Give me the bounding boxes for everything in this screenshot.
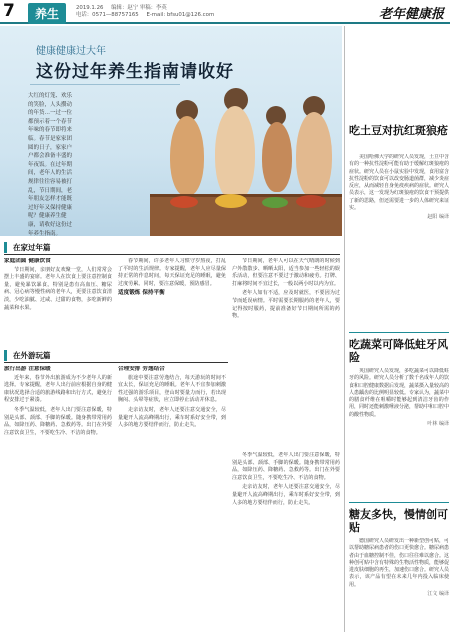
intro-paragraph: 大红的灯笼、欢乐的笑脸，人头攒动的年货…一过一位都预示着一个春节年味的春节即将来临。春节是家家团圆的日子，家家户户都会准备丰盛的年夜饭。在过年期间，老年人的生活规律往往容易被打乱，节日期间，老年朋友怎样才能既过好年又保持健康呢？健康养生健康，请收好这份过年养生指南。 <box>28 93 73 236</box>
subheading: 家庭团圆 健康饮食 <box>4 258 51 264</box>
article-column <box>4 258 112 344</box>
kicker: 健康健康过大年 <box>36 46 106 57</box>
section-title-home: 在家过年篇 <box>4 242 51 253</box>
header-meta <box>76 5 306 19</box>
article-column <box>4 366 112 628</box>
hero-banner <box>0 26 342 236</box>
paragraph: 走亲访友时，老年人还要注意交通安全，尽量避开人流高峰期出行，乘车时系好安全带，到人多的地方要结伴而行，防止走失。 <box>232 484 340 506</box>
paragraph: 冬季气温较低，老年人出门要注意保暖，特别是头部、颈部、手脚的保暖。随身携带常用药品，如降压药、降糖药、急救药等。出门在外要注意饮食卫生，不要吃生冷、不洁的食物。 <box>4 406 112 436</box>
article-column <box>232 258 340 448</box>
sidebar-headline: 吃土豆对抗红斑狼疮 <box>349 124 448 137</box>
section-label: 养生 <box>28 3 66 24</box>
article-column <box>118 258 226 344</box>
dish <box>296 195 326 208</box>
dish <box>215 194 247 208</box>
paragraph: 德国研究人员研发出一种新型创可贴，可以帮助糖尿病患者的伤口更快愈合。糖尿病患者由于血糖控制不佳，伤口往往难以愈合。这种创可贴中含有特殊的生物活性物质，能够促进皮肤细胞的再生，加速伤口愈合。研究人员表示，该产品有望在未来几年内投入临床使用。 <box>349 538 449 588</box>
person-figure <box>262 122 292 192</box>
person-figure <box>215 106 255 201</box>
issue-date: 2019.1.26 <box>76 5 104 11</box>
byline: 赵阳 编译 <box>427 214 449 221</box>
paragraph: 美国哈佛大学的研究人员发现，土豆中含有的一种抗性淀粉可能有助于缓解红斑狼疮的症状。研究人员在小鼠实验中发现，食用富含抗性淀粉的饮食可以改变肠道菌群，减少炎症反应，从而减轻自身免疫疾病的症状。研究人员表示，这一发现为红斑狼疮的饮食干预提供了新的思路，但还需要进一步的人体研究来证实。 <box>349 154 449 212</box>
person-figure <box>296 112 332 198</box>
paragraph: 冬季气温较低，老年人出门要注意保暖，特别是头部、颈部、手脚的保暖。随身携带常用药品，如降压药、降糖药、急救药等。出门在外要注意饮食卫生，不要吃生冷、不洁的食物。 <box>232 452 340 481</box>
divider <box>349 502 449 503</box>
paragraph: 英国研究人员发现，多吃蔬菜可以降低蛀牙的风险。研究人员分析了数千名成年人的饮食和口腔健康数据后发现，蔬菜摄入量较高的人患龋齿的比例明显较低。专家认为，蔬菜中的膳食纤维在咀嚼时能够起到清洁牙齿的作用，同时还能刺激唾液分泌，帮助中和口腔中的酸性物质。 <box>349 368 449 418</box>
main-headline: 这份过年养生指南请收好 <box>36 62 234 82</box>
rule <box>4 362 228 363</box>
article-column <box>232 452 340 628</box>
masthead-logo: 老年健康报 <box>378 7 444 22</box>
sidebar-headline: 吃蔬菜可降低蛀牙风险 <box>349 338 448 364</box>
phone: 电话：0571—88757165 <box>76 12 139 18</box>
byline: 江文 编译 <box>427 591 449 598</box>
sidebar-article <box>349 538 449 634</box>
page-number: 7 <box>3 1 15 21</box>
editor-credit: 编辑：赵宁 审稿：李英 <box>111 5 167 11</box>
paragraph: 旅途中要注意劳逸结合，每天游玩的时间不宜太长，保证充足的睡眠。老年人不宜参加刺激性过强的游乐项目，登山时要量力而行，若出现胸闷、头晕等症状，应立即停止活动并休息。 <box>118 374 226 404</box>
section-title-away: 在外游玩篇 <box>4 350 51 361</box>
subheading: 旅行出游 注意保暖 <box>4 366 51 372</box>
divider <box>349 332 449 333</box>
sidebar-article <box>349 154 449 324</box>
sidebar-article <box>349 368 449 498</box>
article-column <box>118 366 226 628</box>
page-header <box>0 0 450 24</box>
byline: 叶林 编译 <box>427 421 449 428</box>
person-figure <box>170 116 204 196</box>
paragraph: 节日期间，老年人可以在天气晴朗的时候到户外散散步、晒晒太阳，适当参加一些轻松的娱乐活动，但要注意不要过于激动和疲劳。打牌、打麻将时间不宜过长，一般以两小时以内为宜。 <box>232 258 340 287</box>
divider <box>30 84 180 85</box>
rule <box>4 254 340 255</box>
paragraph: 节日期间，亲朋好友欢聚一堂，人们常常会摆上丰盛的宴席。老年人在饮食上要注意控制食量，避免暴饮暴食。特别是患有高血压、糖尿病、冠心病等慢性病的老年人，更要注意饮食清淡，少吃油腻、过咸、过甜的食物，多吃新鲜的蔬菜和水果。 <box>4 266 112 311</box>
subheading: 合理安排 劳逸结合 <box>118 366 165 372</box>
paragraph: 近年来，春节外出旅游成为不少老年人的新选择。专家提醒，老年人出行前应根据自身的健康状况选择合适的旅游线路和出行方式，避免行程安排过于紧凑。 <box>4 374 112 404</box>
paragraph: 走亲访友时，老年人还要注意交通安全，尽量避开人流高峰期出行，乘车时系好安全带，到人多的地方要结伴而行，防止走失。 <box>118 406 226 429</box>
subheading: 适度锻炼 保持平衡 <box>118 290 165 297</box>
sidebar-headline: 糖友多快，慢情创可贴 <box>349 508 448 534</box>
paragraph: 老年人如有不适，应及时就医，不要因为过节而延误病情。平时需要长期服药的老年人，要记得按时服药，提前准备好节日期间所需的药物。 <box>232 290 340 320</box>
email: E-mail: bfsu01@126.com <box>146 12 215 18</box>
paragraph: 春节期间，许多老年人习惯守岁熬夜，打乱了平时的生活规律。专家提醒，老年人应尽量保持正常的作息时间，每天保证充足的睡眠，避免过度劳累。同时，要注意保暖，预防感冒。 <box>118 258 226 287</box>
dish <box>170 196 198 208</box>
news-sidebar <box>344 26 450 640</box>
page-footer <box>0 632 450 640</box>
dish <box>262 197 288 208</box>
